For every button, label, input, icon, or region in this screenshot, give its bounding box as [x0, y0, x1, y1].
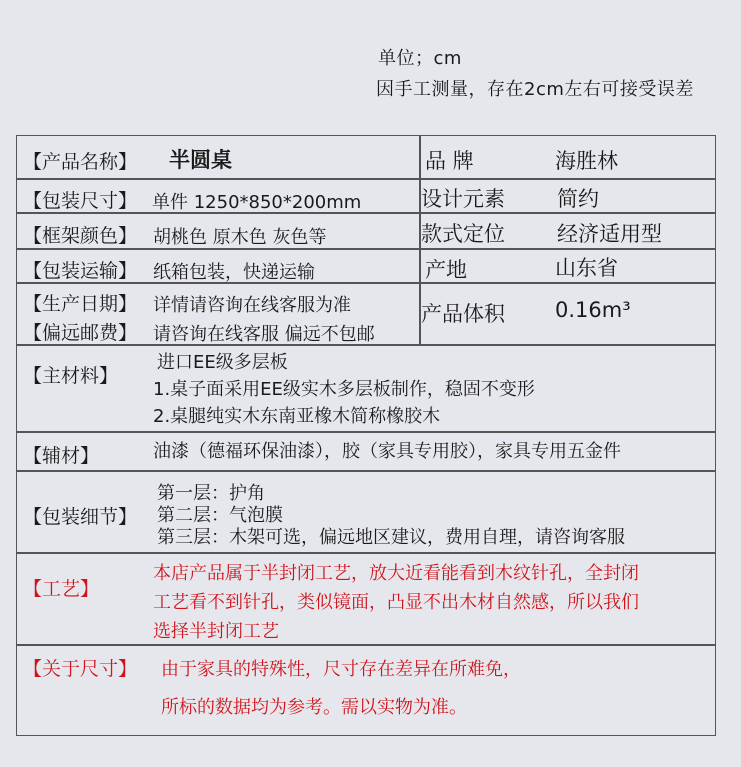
production-date-value: 详情请咨询在线客服为准: [153, 295, 351, 316]
production-date-label: 【生产日期】: [23, 293, 138, 315]
volume-value: 0.16m³: [555, 298, 631, 322]
main-material-line: 2.桌腿纯实木东南亚橡木简称橡胶木: [153, 406, 441, 427]
main-material-label: 【主材料】: [23, 365, 119, 387]
design-label: 设计元素: [421, 187, 505, 211]
row-divider: [17, 178, 715, 180]
craft-line: 工艺看不到针孔，类似镜面，凸显不出木材自然感，所以我们: [153, 592, 639, 613]
postage-label: 【偏远邮费】: [23, 322, 138, 344]
origin-label: 产地: [425, 258, 467, 282]
craft-line: 本店产品属于半封闭工艺，放大近看能看到木纹针孔，全封闭: [153, 563, 639, 584]
brand-label: 品 牌: [425, 149, 474, 173]
row-divider: [17, 470, 715, 472]
product-name-value: 半圆桌: [169, 148, 232, 172]
package-size-value: 单件 1250*850*200mm: [152, 192, 362, 213]
package-size-label: 【包装尺寸】: [23, 190, 138, 212]
postage-value: 请咨询在线客服 偏远不包邮: [153, 324, 375, 345]
packaging-layer: 第二层：气泡膜: [157, 505, 283, 526]
row-divider: [17, 248, 715, 250]
row-divider: [17, 552, 715, 554]
size-info-label: 【关于尺寸】: [23, 658, 138, 680]
main-material-line: 1.桌子面采用EE级实木多层板制作，稳固不变形: [153, 379, 535, 400]
packaging-layer: 第三层：木架可选，偏远地区建议，费用自理，请咨询客服: [157, 527, 625, 548]
measurement-note: 因手工测量，存在2cm左右可接受误差: [376, 79, 694, 100]
row-divider: [17, 431, 715, 433]
packaging-detail-label: 【包装细节】: [23, 506, 138, 528]
brand-value: 海胜林: [555, 149, 618, 173]
aux-material-value: 油漆（德福环保油漆），胶（家具专用胶），家具专用五金件: [153, 441, 621, 462]
unit-note: 单位；cm: [378, 48, 462, 69]
size-info-line: 所标的数据均为参考。需以实物为准。: [161, 697, 467, 718]
transport-value: 纸箱包装，快递运输: [153, 262, 315, 283]
origin-value: 山东省: [555, 256, 618, 280]
design-value: 简约: [557, 187, 599, 211]
row-divider: [17, 644, 715, 646]
product-name-label: 【产品名称】: [23, 151, 138, 173]
transport-label: 【包装运输】: [23, 260, 138, 282]
main-material-line: 进口EE级多层板: [157, 352, 288, 373]
spec-table: [16, 135, 716, 736]
aux-material-label: 【辅材】: [23, 445, 100, 467]
size-info-line: 由于家具的特殊性，尺寸存在差异在所难免，: [161, 659, 521, 680]
style-value: 经济适用型: [557, 222, 662, 246]
frame-color-value: 胡桃色 原木色 灰色等: [153, 227, 327, 248]
craft-label: 【工艺】: [23, 578, 100, 600]
frame-color-label: 【框架颜色】: [23, 225, 138, 247]
packaging-layer: 第一层：护角: [157, 483, 265, 504]
style-label: 款式定位: [421, 222, 505, 246]
volume-label: 产品体积: [421, 302, 505, 326]
craft-line: 选择半封闭工艺: [153, 621, 279, 642]
